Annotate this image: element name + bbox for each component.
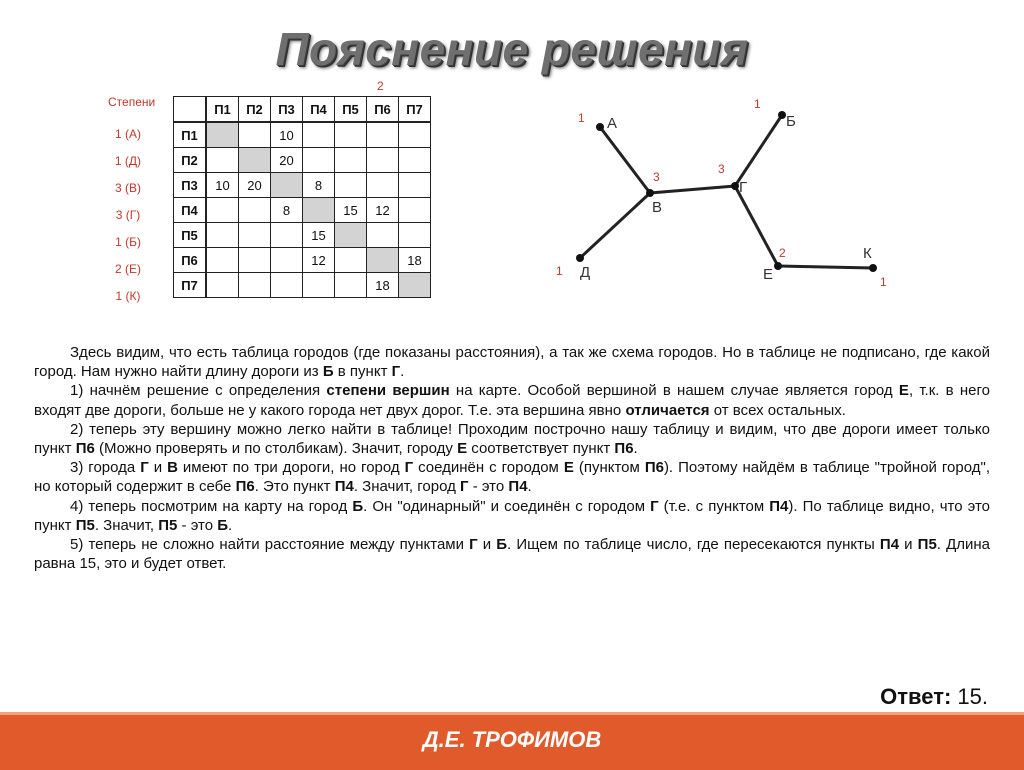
answer-value: 15.	[951, 684, 988, 709]
row-header: П6	[174, 248, 207, 273]
table-cell	[206, 248, 239, 273]
table-cell	[239, 273, 271, 298]
table-row	[174, 122, 431, 148]
table-cell	[303, 148, 335, 173]
edge-v-d	[580, 193, 650, 258]
table-cell: 8	[271, 198, 303, 223]
table-cell: 12	[303, 248, 335, 273]
table-cell	[271, 248, 303, 273]
footer-bar	[0, 712, 1024, 770]
table-cell: 8	[303, 173, 335, 198]
table-cell	[367, 148, 399, 173]
table-cell: 20	[239, 173, 271, 198]
explanation-paragraph: 2) теперь эту вершину можно легко найти в таблице! Проходим построчно нашу таблицу и видим, что две дороги имеет только пункт П6 (Можно проверять и по столбикам). Значит, городу Е соответствует пункт П6.	[34, 420, 990, 458]
degree-k: 1	[880, 275, 887, 289]
degree-label: 3 (В)	[114, 181, 141, 195]
explanation-text	[34, 343, 990, 573]
table-cell	[206, 273, 239, 298]
edge-e-k	[778, 266, 873, 268]
table-cell: 15	[335, 198, 367, 223]
node-label-e: Е	[763, 266, 774, 283]
table-cell	[399, 198, 431, 223]
table-cell	[399, 173, 431, 198]
degree-g: 3	[718, 162, 725, 176]
degree-label: 3 (Г)	[115, 208, 141, 222]
table-row	[174, 273, 431, 298]
table-cell: 20	[271, 148, 303, 173]
table-cell: 10	[206, 173, 239, 198]
edge-v-g	[650, 186, 735, 193]
node-label-k: К	[863, 245, 872, 262]
col-header: П7	[399, 97, 431, 123]
table-cell	[399, 148, 431, 173]
answer-label: Ответ:	[880, 684, 952, 709]
table-cell	[303, 122, 335, 148]
table-cell	[367, 122, 399, 148]
footer-author: Д.Е. ТРОФИМОВ	[422, 727, 602, 752]
table-cell	[335, 122, 367, 148]
degree-e: 2	[779, 246, 786, 260]
table-cell: 18	[367, 273, 399, 298]
table-cell	[303, 198, 335, 223]
explanation-paragraph: 4) теперь посмотрим на карту на город Б. Он "одинарный" и соединён с городом Г (т.е. с пунктом П4). По таблице видно, что это пункт П5. Значит, П5 - это Б.	[34, 497, 991, 534]
table-cell	[271, 273, 303, 298]
node-label-a: А	[607, 115, 618, 132]
table-row	[174, 248, 431, 273]
col-header: П2	[239, 97, 271, 123]
table-cell: 18	[399, 248, 431, 273]
row-header: П7	[174, 273, 207, 298]
distance-table	[173, 96, 431, 298]
table-cell	[335, 223, 367, 248]
table-cell	[206, 122, 239, 148]
table-row	[174, 148, 431, 173]
node-a	[596, 123, 604, 131]
table-cell	[271, 173, 303, 198]
row-header: П2	[174, 148, 207, 173]
table-cell	[271, 223, 303, 248]
degree-d: 1	[556, 264, 563, 278]
table-cell	[367, 248, 399, 273]
table-cell	[239, 223, 271, 248]
table-cell	[239, 248, 271, 273]
table-cell	[206, 223, 239, 248]
row-header: П3	[174, 173, 207, 198]
table-cell	[303, 273, 335, 298]
node-d	[576, 254, 584, 262]
node-g	[731, 182, 739, 190]
col-header: П4	[303, 97, 335, 123]
degree-a: 1	[578, 111, 585, 125]
degree-b: 1	[754, 97, 761, 111]
slide-title: Пояснение решения	[275, 23, 749, 75]
edge-a-v	[600, 127, 650, 193]
degree-label: 2 (Е)	[114, 262, 141, 276]
explanation-paragraph: 1) начнём решение с определения степени вершин на карте. Особой вершиной в нашем случае является город Е, т.к. в него входят две дороги, больше не у какого города нет двух дорог. Т.е. эта вершина явно отличается от всех остальных.	[34, 382, 990, 419]
node-label-g: Г	[739, 179, 748, 196]
degree-label: 1 (К)	[115, 289, 141, 303]
explanation-paragraph: 5) теперь не сложно найти расстояние между пунктами Г и Б. Ищем по таблице число, где пересекаются пункты П4 и П5. Длина равна 15, это и будет ответ.	[34, 536, 990, 573]
node-label-b: Б	[786, 113, 796, 130]
table-row	[174, 198, 431, 223]
table-cell	[335, 148, 367, 173]
col-header: П1	[206, 97, 239, 123]
node-label-d: Д	[580, 264, 591, 281]
explanation-paragraph: 3) города Г и В имеют по три дороги, но город Г соединён с городом Е (пунктом П6). Поэтому найдём в таблице "тройной город", но который содержит в себе П6. Это пункт П4. Значит, город Г - это П4.	[34, 459, 990, 496]
degrees-header: Степени	[108, 95, 156, 109]
table-cell: 10	[271, 122, 303, 148]
node-e	[774, 262, 782, 270]
table-cell: 15	[303, 223, 335, 248]
table-row	[174, 173, 431, 198]
degree-label: 1 (Б)	[115, 235, 141, 249]
node-k	[869, 264, 877, 272]
column-degree-note: 2	[377, 79, 384, 93]
col-header: П3	[271, 97, 303, 123]
edge-g-e	[735, 186, 778, 266]
table-cell	[206, 148, 239, 173]
table-cell: 12	[367, 198, 399, 223]
table-cell	[239, 198, 271, 223]
table-cell	[367, 173, 399, 198]
table-cell	[335, 273, 367, 298]
table-cell	[206, 198, 239, 223]
table-cell	[367, 223, 399, 248]
table-cell	[399, 223, 431, 248]
col-header: П6	[367, 97, 399, 123]
degree-label: 1 (Д)	[114, 154, 142, 168]
node-b	[778, 111, 786, 119]
degree-v: 3	[653, 170, 660, 184]
row-header: П5	[174, 223, 207, 248]
city-graph	[540, 80, 910, 300]
edge-g-b	[735, 115, 782, 186]
explanation-paragraph: Здесь видим, что есть таблица городов (где показаны расстояния), а так же схема городов. Но в таблице не подписано, где какой город. Нам нужно найти длину дороги из Б в пункт Г.	[34, 344, 990, 381]
degree-label: 1 (А)	[114, 127, 141, 141]
table-cell	[335, 248, 367, 273]
node-label-v: В	[652, 199, 663, 216]
table-cell	[399, 122, 431, 148]
table-cell	[399, 273, 431, 298]
table-cell	[239, 122, 271, 148]
row-header: П1	[174, 122, 207, 148]
table-corner	[174, 97, 207, 123]
answer	[880, 684, 988, 710]
table-cell	[239, 148, 271, 173]
node-v	[646, 189, 654, 197]
row-header: П4	[174, 198, 207, 223]
table-row	[174, 223, 431, 248]
table-cell	[335, 173, 367, 198]
col-header: П5	[335, 97, 367, 123]
